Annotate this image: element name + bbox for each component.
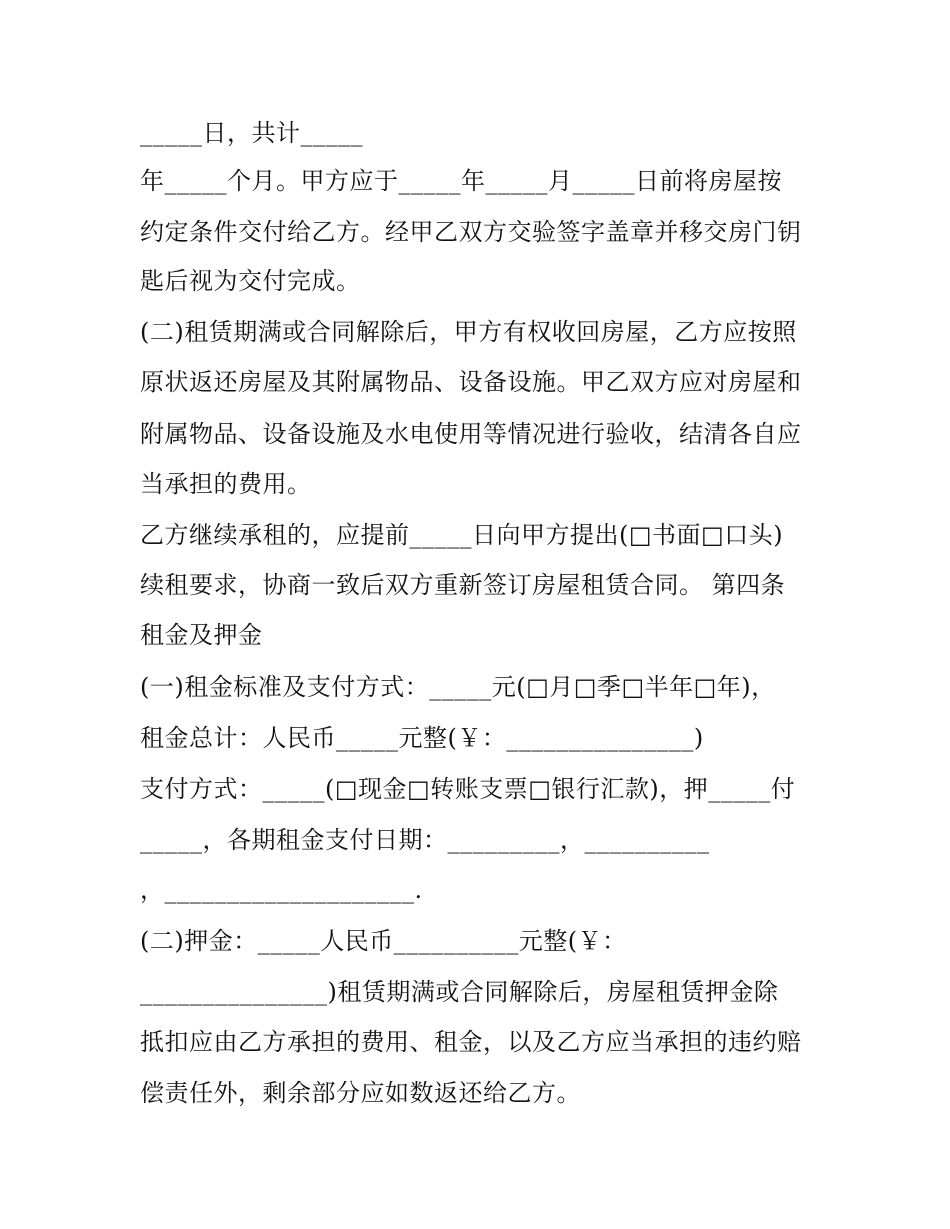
text-line: 约定条件交付给乙方。经甲乙双方交验签字盖章并移交房门钥 — [140, 218, 802, 246]
text-line: 乙方继续承租的，应提前_____日向甲方提出(□书面□口头) — [140, 521, 784, 549]
text-line: (二)押金：_____人民币__________元整(￥： — [140, 927, 627, 955]
text-line: _______________)租赁期满或合同解除后，房屋租赁押金除 — [140, 978, 779, 1006]
text-line: 匙后视为交付完成。 — [140, 267, 361, 295]
text-line: 年_____个月。甲方应于_____年_____月_____日前将房屋按 — [140, 167, 782, 195]
text-line: ，____________________. — [140, 876, 423, 904]
text-line: 续租要求，协商一致后双方重新签订房屋租赁合同。 第四条 — [140, 571, 786, 599]
text-line: (二)租赁期满或合同解除后，甲方有权收回房屋，乙方应按照 — [140, 318, 797, 346]
text-line: _____日，共计_____ — [140, 119, 363, 147]
text-line: 抵扣应由乙方承担的费用、租金，以及乙方应当承担的违约赔 — [140, 1028, 802, 1056]
text-line: 租金总计：人民币_____元整(￥：_______________) — [140, 724, 704, 752]
section-heading: 租金及押金 — [140, 621, 263, 649]
text-line: (一)租金标准及支付方式：_____元(□月□季□半年□年)， — [140, 673, 776, 701]
text-line: 当承担的费用。 — [140, 470, 312, 498]
text-line: _____，各期租金支付日期：_________，__________ — [140, 826, 710, 854]
text-line: 支付方式：_____(□现金□转账支票□银行汇款)，押_____付 — [140, 775, 796, 803]
text-line: 偿责任外，剩余部分应如数返还给乙方。 — [140, 1079, 581, 1107]
text-line: 原状返还房屋及其附属物品、设备设施。甲乙双方应对房屋和 — [140, 368, 802, 396]
text-line: 附属物品、设备设施及水电使用等情况进行验收，结清各自应 — [140, 420, 802, 448]
